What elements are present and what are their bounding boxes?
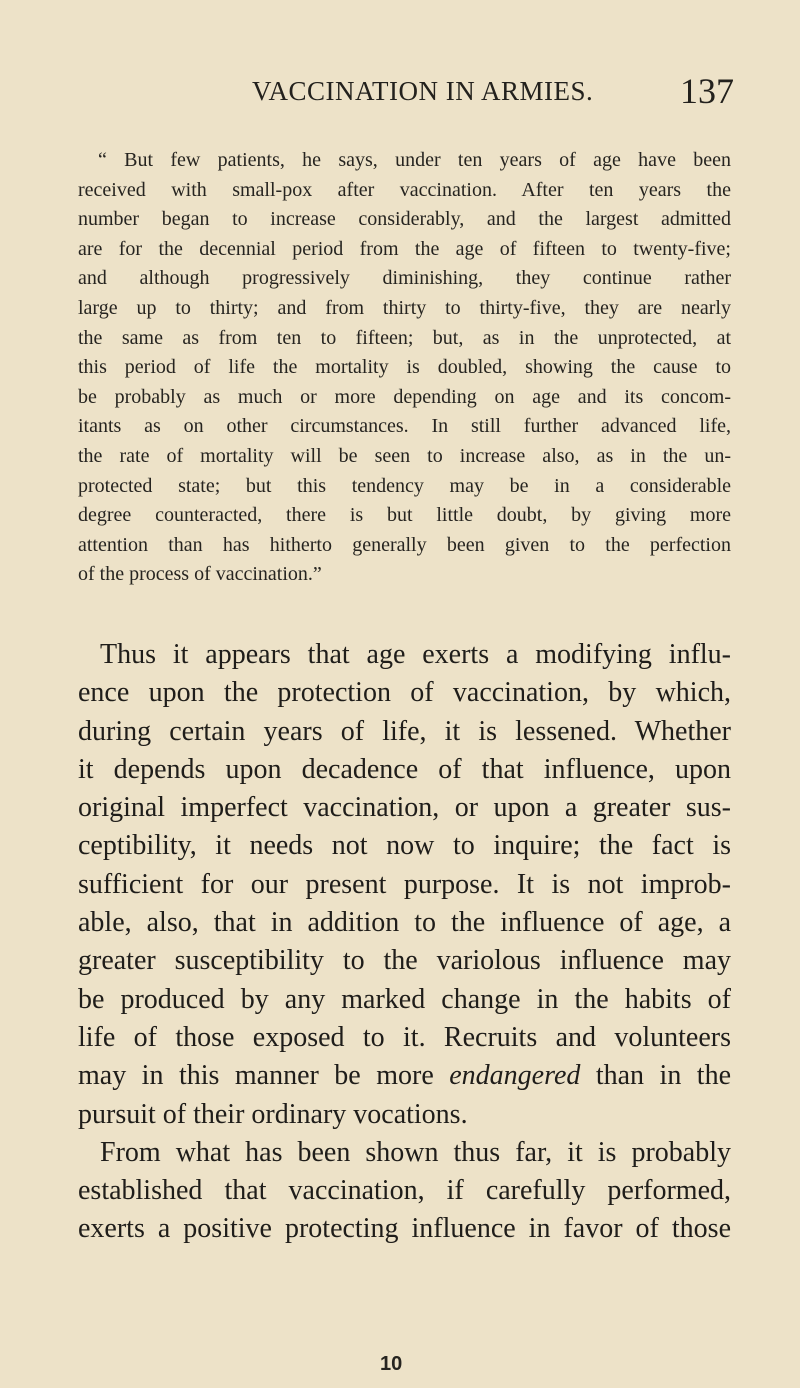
- text-line: and although progressively diminishing, they continue rather: [78, 267, 731, 290]
- text-line: sufficient for our present purpose. It is not improb-: [78, 868, 731, 900]
- text-line: protected state; but this tendency may be in a considerable: [78, 474, 731, 497]
- text-line: Thus it appears that age exerts a modifying influ-: [100, 639, 731, 670]
- text-line: “ But few patients, he says, under ten years of age have been: [98, 149, 731, 171]
- text-line-with-italic: [78, 1057, 731, 1095]
- text-line: this period of life the mortality is doubled, showing the cause to: [78, 356, 731, 379]
- text-line: be probably as much or more depending on age and its concom-: [78, 385, 731, 408]
- text-line: the rate of mortality will be seen to increase also, as in the un-: [78, 444, 731, 467]
- running-head-title: VACCINATION IN ARMIES.: [252, 76, 594, 106]
- text-line: exerts a positive protecting influence in favor of those: [78, 1213, 731, 1245]
- text-line: ceptibility, it needs not now to inquire; the fact is: [78, 830, 731, 862]
- text-line: life of those exposed to it. Recruits and volunteers: [78, 1021, 731, 1053]
- text-line: degree counteracted, there is but little doubt, by giving more: [78, 504, 731, 527]
- text-line: pursuit of their ordinary vocations.: [78, 1098, 468, 1130]
- text-segment: than in the: [580, 1060, 732, 1092]
- text-line: are for the decennial period from the age of fifteen to twenty-five;: [78, 237, 731, 260]
- text-line: able, also, that in addition to the influence of age, a: [78, 907, 731, 939]
- text-line: number began to increase considerably, and the largest admitted: [78, 208, 731, 231]
- text-line: established that vaccination, if carefully performed,: [78, 1175, 731, 1207]
- signature-mark: 10: [380, 1353, 403, 1375]
- text-line: attention than has hitherto generally been given to the perfection: [78, 533, 731, 556]
- text-line: of the process of vaccination.”: [78, 563, 322, 586]
- text-segment: may in this manner be more: [78, 1060, 450, 1092]
- main-paragraph: [78, 636, 731, 1249]
- text-line: From what has been shown thus far, it is probably: [100, 1136, 731, 1168]
- page-number: 137: [680, 71, 734, 111]
- text-line: original imperfect vaccination, or upon a greater sus-: [78, 792, 731, 824]
- italic-word: endangered: [449, 1060, 581, 1092]
- text-line: ence upon the protection of vaccination, by which,: [78, 677, 731, 709]
- text-line: it depends upon decadence of that influence, upon: [78, 753, 731, 785]
- quoted-paragraph: [78, 146, 731, 590]
- text-line: the same as from ten to fifteen; but, as in the unprotected, at: [78, 326, 731, 349]
- text-line: large up to thirty; and from thirty to thirty-five, they are nearly: [78, 296, 731, 319]
- text-line: itants as on other circumstances. In still further advanced life,: [78, 415, 731, 438]
- text-line: greater susceptibility to the variolous influence may: [78, 945, 731, 977]
- text-line: during certain years of life, it is lessened. Whether: [78, 715, 731, 747]
- text-line: received with small-pox after vaccination. After ten years the: [78, 178, 731, 201]
- text-line: be produced by any marked change in the habits of: [78, 983, 731, 1015]
